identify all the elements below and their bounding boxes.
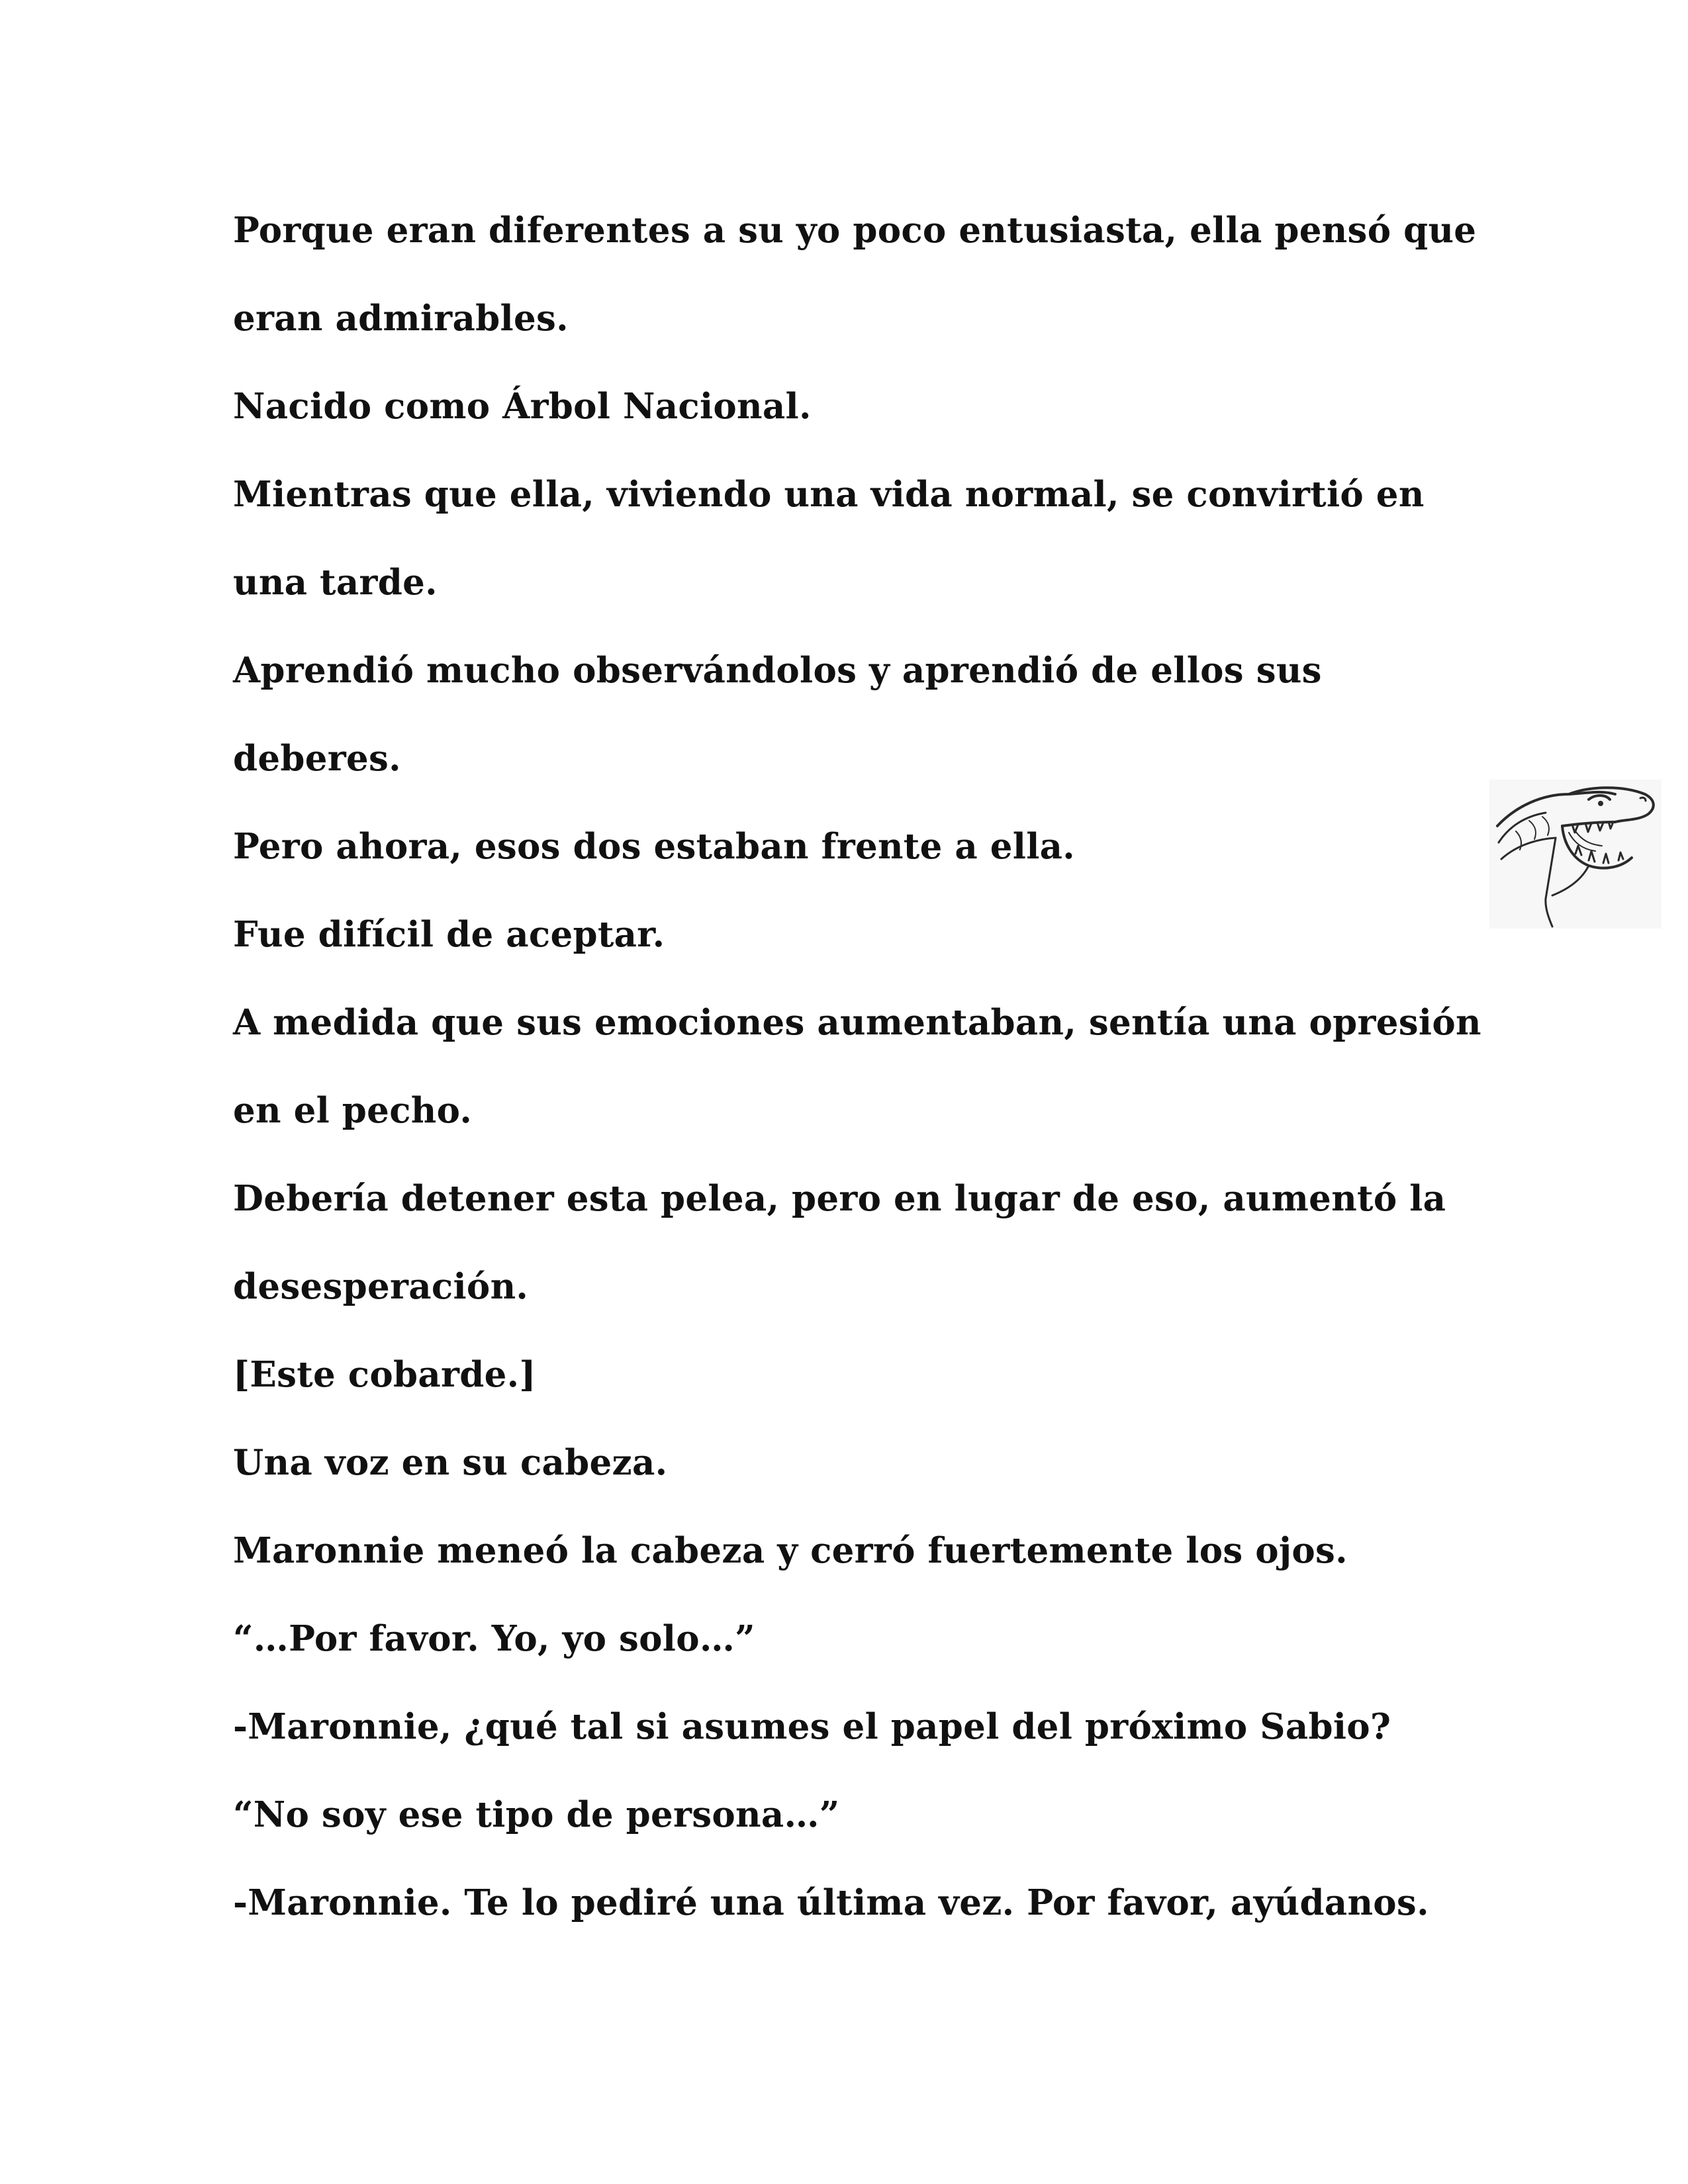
text-line: “No soy ese tipo de persona…” (233, 1794, 840, 1835)
text-line: en el pecho. (233, 1090, 473, 1131)
text-line: una tarde. (233, 562, 438, 603)
text-line: desesperación. (233, 1266, 529, 1307)
body-text (233, 187, 1491, 1947)
text-line: “…Por favor. Yo, yo solo…” (233, 1618, 755, 1659)
text-line: Maronnie meneó la cabeza y cerró fuertemente los ojos. (233, 1530, 1348, 1571)
text-line: Mientras que ella, viviendo una vida normal, se convirtió en (233, 474, 1425, 515)
text-line: -Maronnie. Te lo pediré una última vez. Por favor, ayúdanos. (233, 1882, 1429, 1923)
text-line: eran admirables. (233, 298, 569, 339)
text-line: Fue difícil de aceptar. (233, 914, 665, 955)
text-line: Debería detener esta pelea, pero en lugar de eso, aumentó la (233, 1178, 1446, 1219)
text-line: [Este cobarde.] (233, 1354, 536, 1395)
text-line: A medida que sus emociones aumentaban, sentía una opresión (233, 1002, 1481, 1043)
text-line: Porque eran diferentes a su yo poco entusiasta, ella pensó que (233, 210, 1477, 251)
text-line: -Maronnie, ¿qué tal si asumes el papel del próximo Sabio? (233, 1706, 1391, 1747)
text-line: deberes. (233, 738, 401, 779)
text-line: Nacido como Árbol Nacional. (233, 386, 812, 427)
text-line: Una voz en su cabeza. (233, 1442, 668, 1483)
text-line: Aprendió mucho observándolos y aprendió de ellos sus (233, 650, 1322, 691)
text-line: Pero ahora, esos dos estaban frente a ella. (233, 826, 1076, 867)
dinosaur-head-sketch-icon (1489, 780, 1662, 929)
